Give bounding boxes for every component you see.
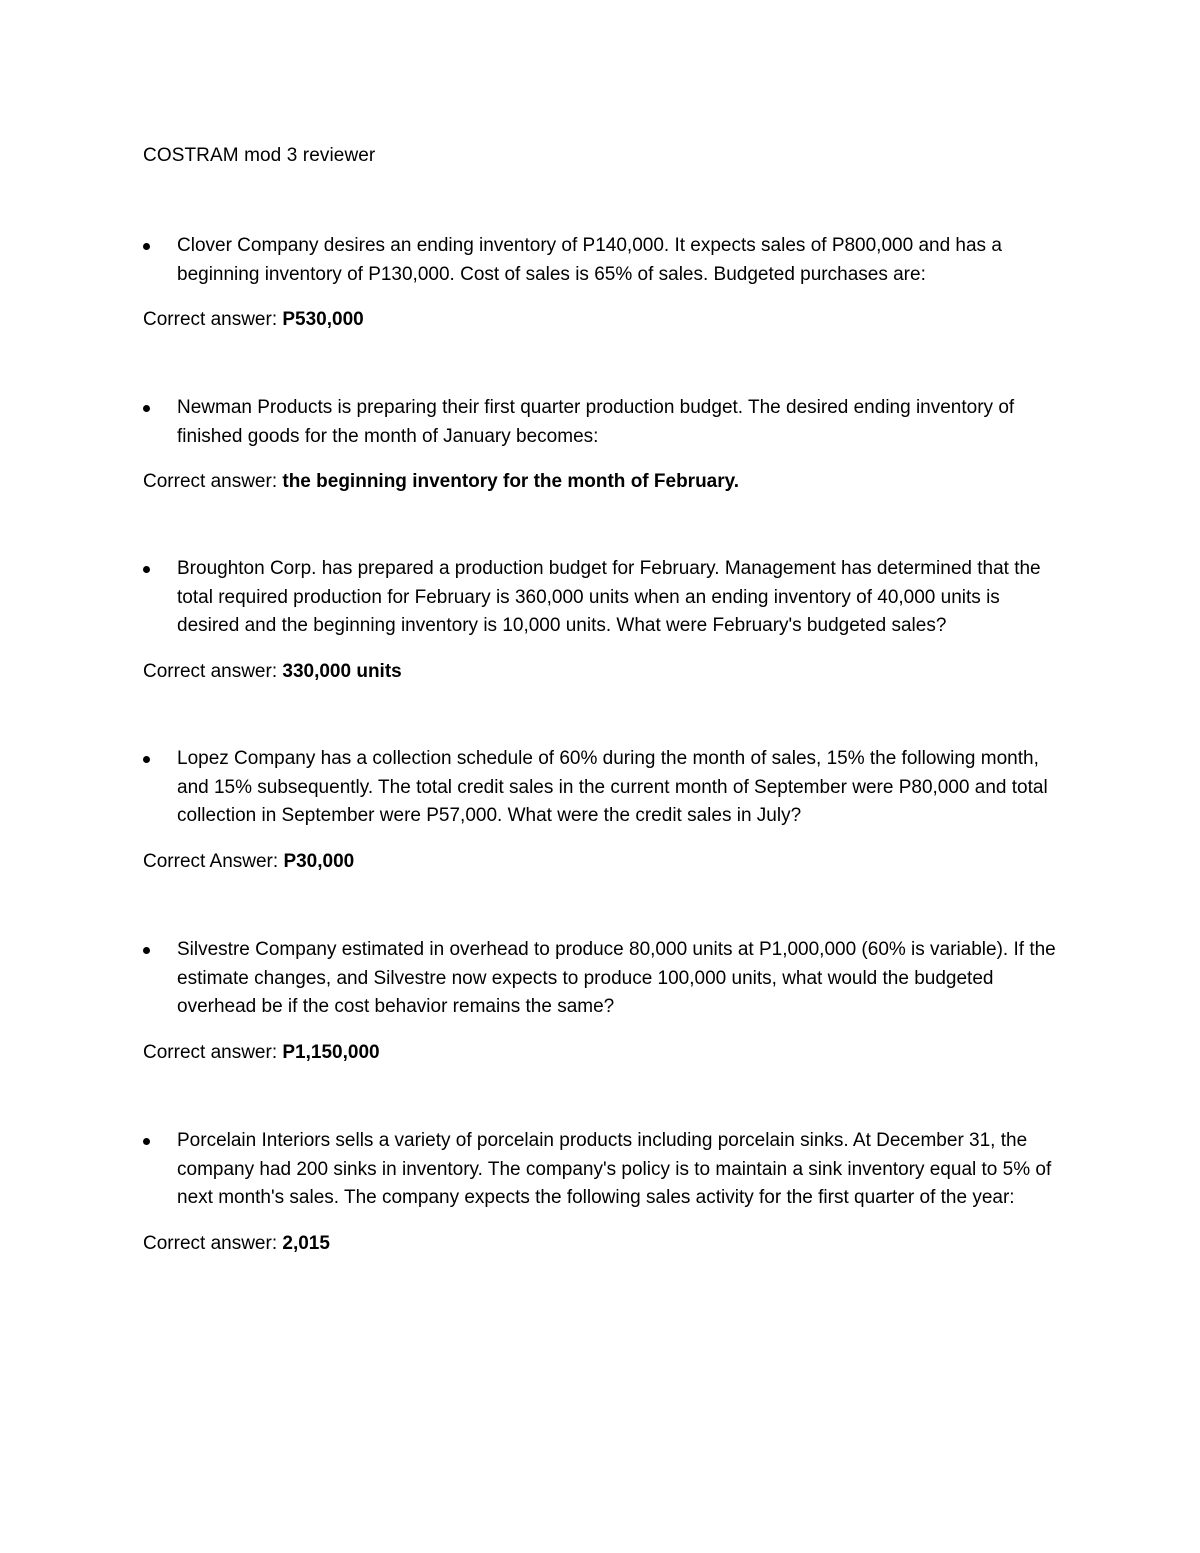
answer-line [143,848,1063,876]
answer-value: P1,150,000 [282,1041,380,1063]
bullet-icon [143,947,150,954]
answer-label: Correct answer: [143,1041,283,1063]
bullet-icon [143,1138,150,1145]
answer-label: Correct answer: [143,471,283,492]
bullet-icon [143,756,150,763]
answer-line [143,468,1063,496]
answer-line [143,1039,1063,1067]
answer-value: 330,000 units [282,660,402,682]
question-text: Silvestre Company estimated in overhead to produce 80,000 units at P1,000,000 (60% is variable). If the estimate changes, and Silvestre now expects to produce 100,000 units, what would the budgeted overhead be if the cost behavior remains the same? [177,939,1056,1017]
question-block [143,936,1063,1067]
document-title: COSTRAM mod 3 reviewer [143,145,376,166]
question-item [143,745,1063,831]
bullet-icon [143,566,150,573]
bullet-icon [143,243,150,250]
question-item [143,394,1063,451]
answer-label: Correct answer: [143,660,283,682]
question-block [143,394,1063,496]
question-item [143,936,1063,1022]
answer-value: the beginning inventory for the month of February. [282,471,740,492]
question-block [143,745,1063,876]
question-text: Clover Company desires an ending inventory of P140,000. It expects sales of P800,000 and has a beginning inventory of P130,000. Cost of sales is 65% of sales. Budgeted purchases are: [177,235,1002,285]
answer-label: Correct answer: [143,309,283,330]
answer-line [143,1230,1063,1258]
answer-value: P30,000 [283,850,355,872]
bullet-icon [143,405,150,412]
question-item [143,232,1063,289]
question-block [143,1127,1063,1258]
answer-line [143,658,1063,686]
question-block [143,555,1063,686]
answer-value: 2,015 [282,1232,330,1254]
question-text: Lopez Company has a collection schedule of 60% during the month of sales, 15% the following month, and 15% subsequently. The total credit sales in the current month of September were P80,000 and total collection in September were P57,000. What were the credit sales in July? [177,748,1048,826]
question-item [143,1127,1063,1213]
question-text: Porcelain Interiors sells a variety of porcelain products including porcelain sinks. At December 31, the company had 200 sinks in inventory. The company's policy is to maintain a sink inventory equal to 5% of next month's sales. The company expects the following sales activity for the first quarter of the year: [177,1130,1052,1208]
question-text: Broughton Corp. has prepared a production budget for February. Management has determined that the total required production for February is 360,000 units when an ending inventory of 40,000 units is desired and the beginning inventory is 10,000 units. What were February's budgeted sales? [177,558,1041,636]
question-item [143,555,1063,641]
question-block [143,232,1063,334]
answer-label: Correct Answer: [143,850,284,872]
answer-value: P530,000 [282,309,364,330]
question-text: Newman Products is preparing their first quarter production budget. The desired ending inventory of finished goods for the month of January becomes: [177,397,1015,447]
answer-line [143,306,1063,334]
answer-label: Correct answer: [143,1232,283,1254]
